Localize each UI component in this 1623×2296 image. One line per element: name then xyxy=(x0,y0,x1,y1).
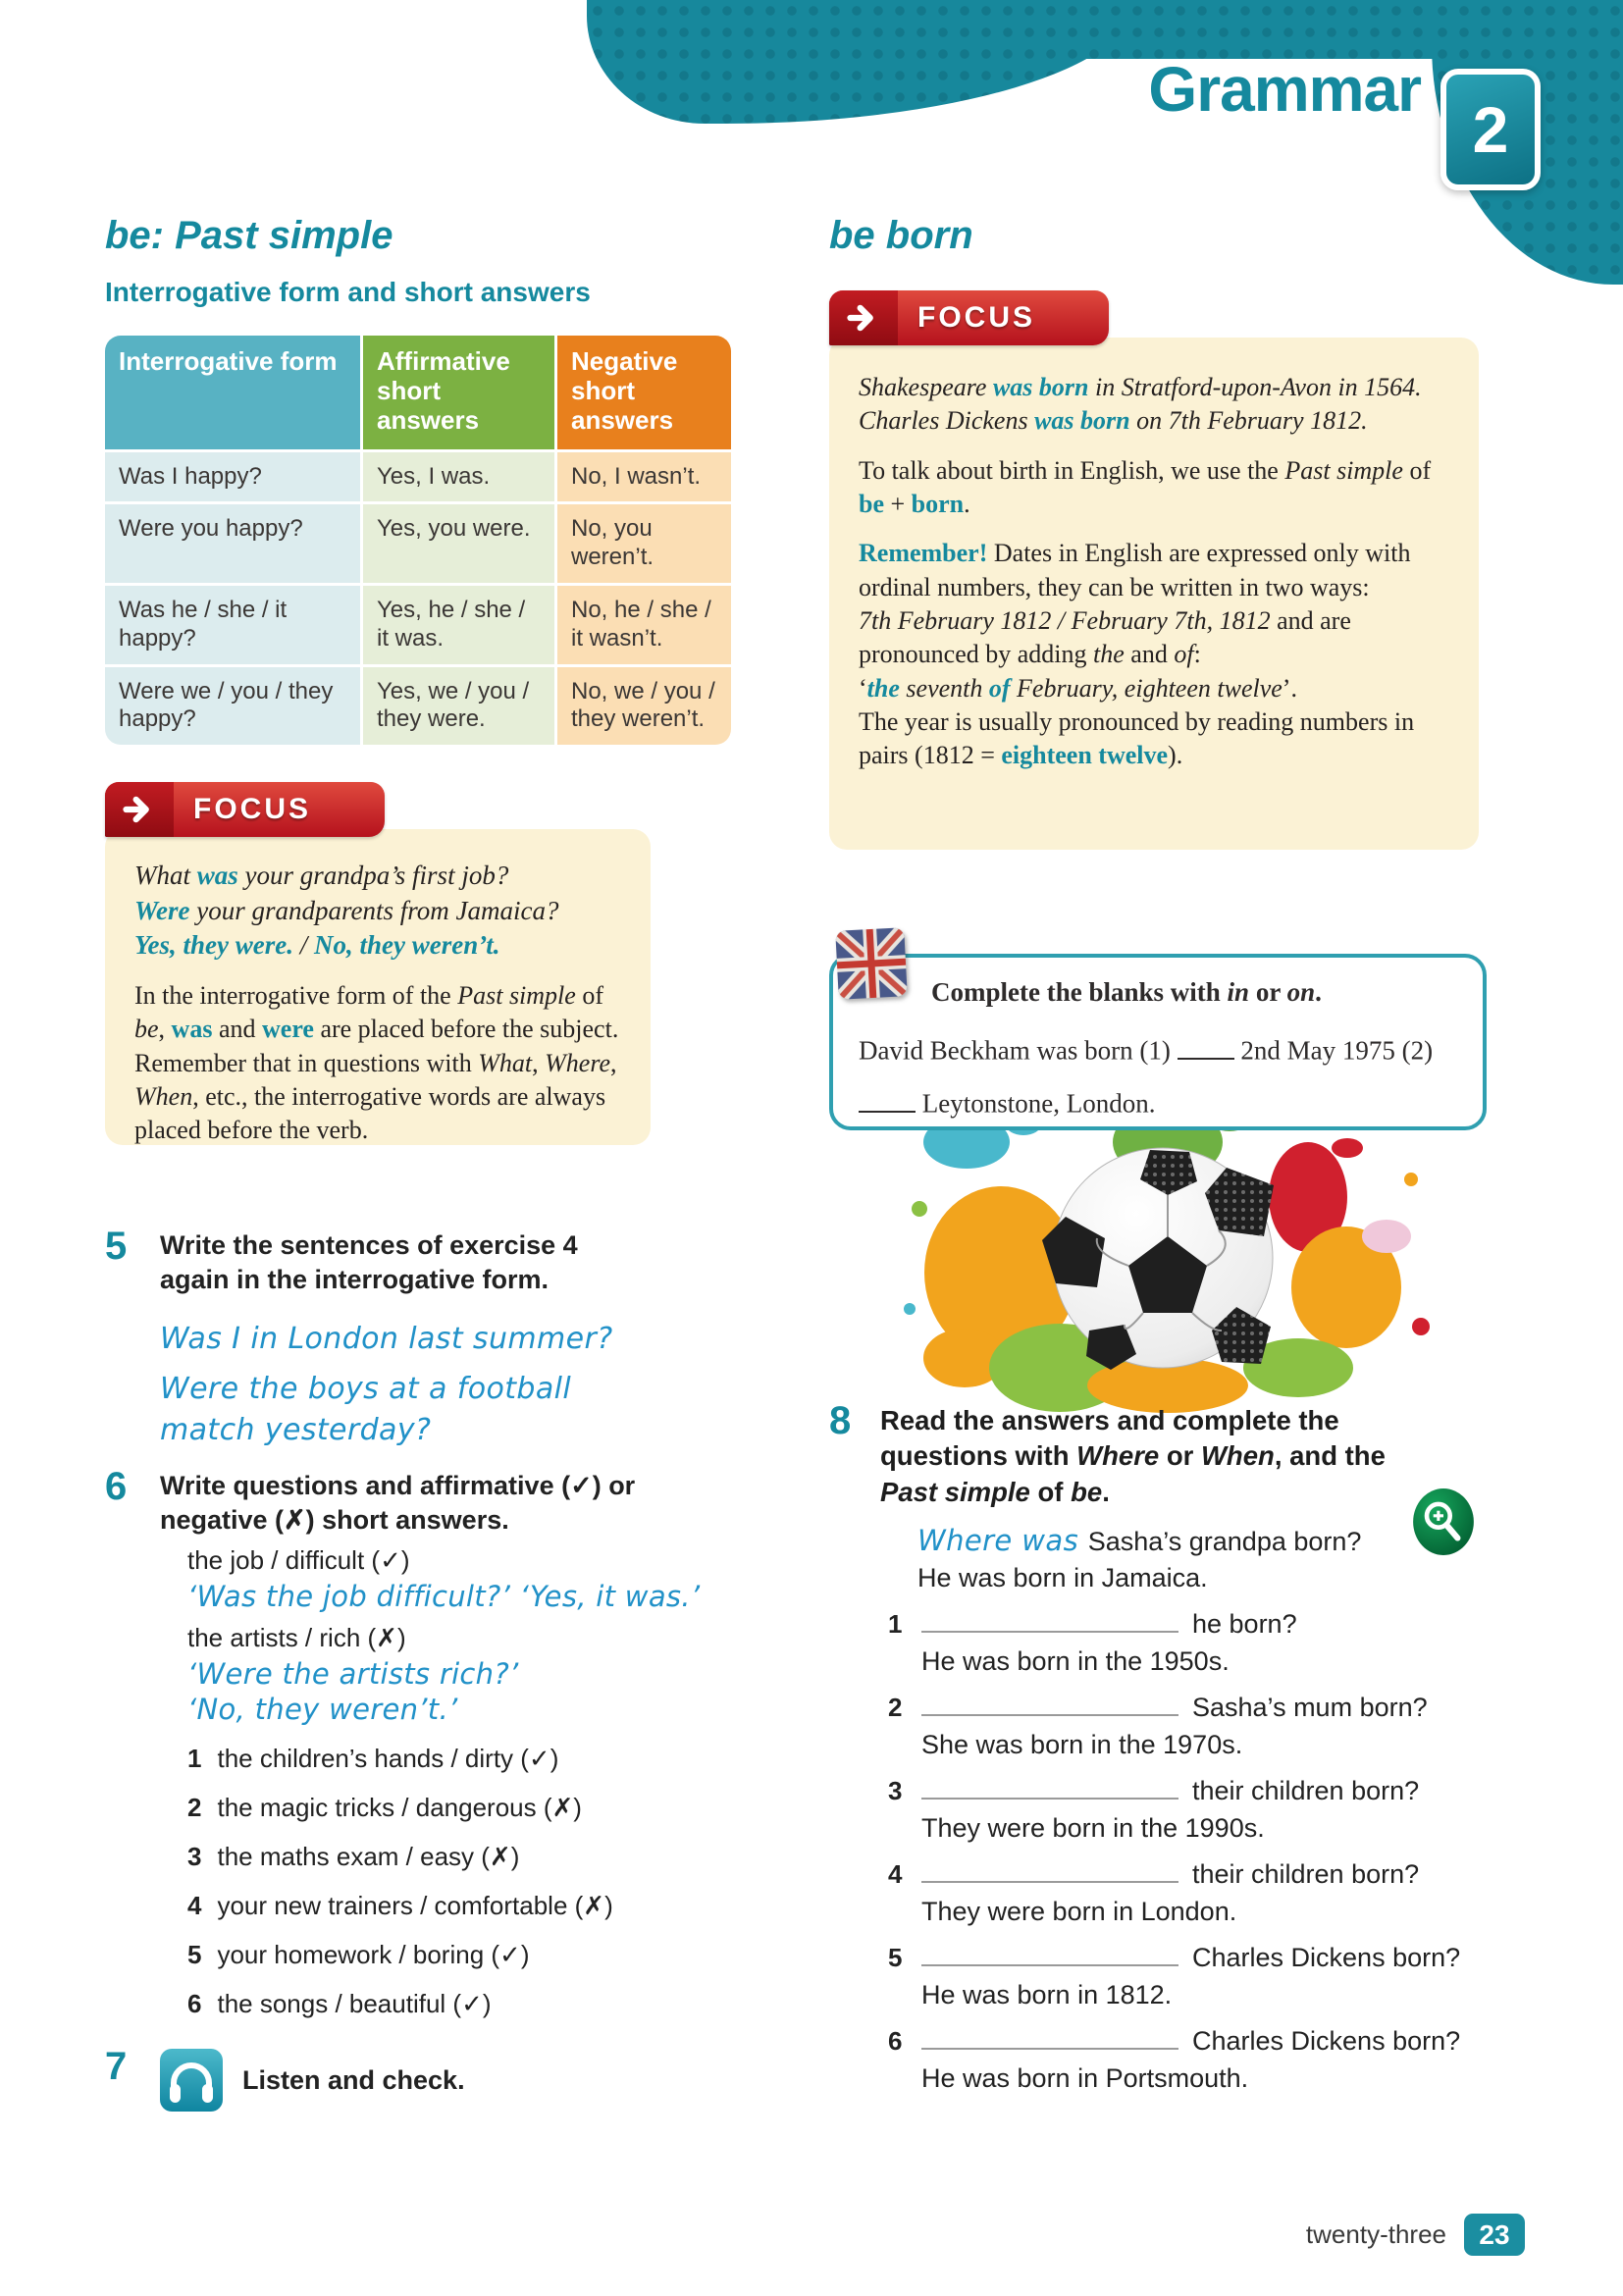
focus-explanation: To talk about birth in English, we use the Past simple of be + born. xyxy=(859,455,1432,518)
answer-blank xyxy=(921,1949,1178,1966)
focus-box-be-born xyxy=(829,338,1479,850)
exercise-number: 6 xyxy=(105,1465,128,1508)
exercise-6-item: 5 your homework / boring (✓) xyxy=(187,1940,530,1970)
uk-flag-icon xyxy=(835,926,908,1001)
arrow-right-icon xyxy=(105,782,174,837)
exercise-6-item: 4 your new trainers / comfortable (✗) xyxy=(187,1891,613,1921)
flag-box-body: David Beckham was born (1) 2nd May 1975 (2) Leytonstone, London. xyxy=(859,1018,1457,1123)
table-cell: No, you weren’t. xyxy=(557,504,731,583)
answer-blank xyxy=(921,1615,1178,1633)
flag-box-title: Complete the blanks with in or on. xyxy=(931,977,1322,1007)
exercise-6-item: 3 the maths exam / easy (✗) xyxy=(187,1842,520,1872)
focus-banner-left xyxy=(105,782,385,837)
focus-banner-label: FOCUS xyxy=(193,793,311,825)
handwritten-answer: Were the boys at a football match yesterday? xyxy=(160,1371,572,1448)
page-title: Grammar xyxy=(1148,54,1421,125)
section-title-past-simple: be: Past simple xyxy=(105,214,393,257)
exercise-6-example-prompt: the job / difficult (✓) xyxy=(187,1545,410,1576)
table-cell: Yes, he / she / it was. xyxy=(363,586,554,664)
focus-example-line: What was your grandpa’s first job? xyxy=(134,861,509,890)
table-cell: Yes, we / you / they were. xyxy=(363,667,554,746)
unit-number-badge: 2 xyxy=(1440,69,1541,190)
focus-example-line: Charles Dickens was born on 7th February 1812. xyxy=(859,406,1368,436)
exercise-8-item: 1 he born? He was born in the 1950s. xyxy=(888,1608,1297,1676)
exercise-5 xyxy=(105,1225,659,1460)
handwritten-answer: ‘Was the job difficult?’ ‘Yes, it was.’ xyxy=(187,1580,701,1614)
exercise-7 xyxy=(105,2045,596,2112)
table-cell: Were you happy? xyxy=(105,504,360,583)
exercise-6 xyxy=(105,1465,701,2038)
table-cell: No, I wasn’t. xyxy=(557,452,731,502)
flag-exercise-box xyxy=(829,954,1487,1130)
exercise-8-example-question: Where was Sasha’s grandpa born? xyxy=(917,1523,1362,1557)
exercise-number: 8 xyxy=(829,1399,852,1442)
page-footer xyxy=(1306,2214,1525,2256)
handwritten-answer: ‘No, they weren’t.’ xyxy=(187,1693,458,1727)
exercise-8-instruction: Read the answers and complete the questions with Where or When, and the Past simple of be. xyxy=(880,1405,1386,1507)
table-cell: Yes, you were. xyxy=(363,504,554,583)
answer-blank xyxy=(921,2032,1178,2050)
section-title-be-born: be born xyxy=(829,214,973,257)
table-header-interrogative: Interrogative form xyxy=(105,336,360,449)
answer-blank xyxy=(921,1698,1178,1716)
exercise-8-item: 3 their children born? They were born in the 1990s. xyxy=(888,1775,1420,1843)
exercise-number: 5 xyxy=(105,1225,128,1268)
exercise-8 xyxy=(829,1399,1496,2110)
exercise-8-item: 5 Charles Dickens born? He was born in 1812. xyxy=(888,1942,1461,2009)
focus-box-past-simple xyxy=(105,829,651,1145)
exercise-8-item: 2 Sasha’s mum born? She was born in the 1970s. xyxy=(888,1692,1428,1759)
exercise-8-item: 6 Charles Dickens born? He was born in Portsmouth. xyxy=(888,2025,1461,2093)
headphones-icon xyxy=(160,2049,223,2112)
exercise-number: 7 xyxy=(105,2045,128,2088)
focus-explanation: In the interrogative form of the Past simple of be, was and were are placed before the subject. Remember that in questions with What, Where, When, etc., the interrogative words are always placed before the verb. xyxy=(134,980,619,1145)
page-number-word: twenty-three xyxy=(1305,2219,1446,2249)
exercise-7-instruction: Listen and check. xyxy=(242,2064,465,2095)
page-number-badge: 23 xyxy=(1464,2214,1525,2256)
exercise-6-item: 1 the children’s hands / dirty (✓) xyxy=(187,1744,559,1774)
exercise-5-instruction: Write the sentences of exercise 4 again in the interrogative form. xyxy=(160,1230,578,1295)
exercise-6-item: 2 the magic tricks / dangerous (✗) xyxy=(187,1793,582,1823)
table-cell: No, we / you / they weren’t. xyxy=(557,667,731,746)
table-cell: Were we / you / they happy? xyxy=(105,667,360,746)
exercise-8-items xyxy=(829,1609,1496,2094)
table-cell: Yes, I was. xyxy=(363,452,554,502)
zoom-in-icon xyxy=(1411,1487,1476,1556)
answer-blank xyxy=(921,1865,1178,1883)
grammar-table xyxy=(105,336,731,745)
exercise-6-example-prompt: the artists / rich (✗) xyxy=(187,1623,406,1653)
exercise-6-item: 6 the songs / beautiful (✓) xyxy=(187,1989,492,2019)
focus-example-line: Shakespeare was born in Stratford-upon-Avon in 1564. xyxy=(859,373,1422,401)
table-header-affirmative: Affirmative short answers xyxy=(363,336,554,449)
handwritten-answer: ‘Were the artists rich?’ xyxy=(187,1657,519,1692)
table-cell: No, he / she / it wasn’t. xyxy=(557,586,731,664)
answer-blank xyxy=(921,1782,1178,1800)
focus-banner-right xyxy=(829,290,1109,345)
football-paint-splash-image xyxy=(868,1091,1457,1415)
header-band-curve xyxy=(587,0,1136,124)
handwritten-answer: Was I in London last summer? xyxy=(160,1322,613,1357)
table-header-negative: Negative short answers xyxy=(557,336,731,449)
focus-example-line: Yes, they were. / No, they weren’t. xyxy=(134,930,500,961)
table-cell: Was he / she / it happy? xyxy=(105,586,360,664)
focus-explanation: Remember! Dates in English are expressed only with ordinal numbers, they can be written in two ways: 7th February 1812 / February 7th, 1812 and are pronounced by adding the and of: ‘the seventh of February, eighteen twelve’. The year is usually pronounced by reading numbers in pairs (1812 = eighteen twelve). xyxy=(859,539,1415,770)
section-subtitle-interrogative: Interrogative form and short answers xyxy=(105,277,591,307)
arrow-right-icon xyxy=(829,290,898,345)
table-cell: Was I happy? xyxy=(105,452,360,502)
exercise-6-instruction: Write questions and affirmative (✓) or negative (✗) short answers. xyxy=(160,1471,636,1536)
focus-example-line: Were your grandparents from Jamaica? xyxy=(134,895,559,925)
exercise-8-example-answer: He was born in Jamaica. xyxy=(917,1562,1208,1592)
focus-banner-label: FOCUS xyxy=(917,301,1035,334)
exercise-8-item: 4 their children born? They were born in London. xyxy=(888,1858,1420,1926)
